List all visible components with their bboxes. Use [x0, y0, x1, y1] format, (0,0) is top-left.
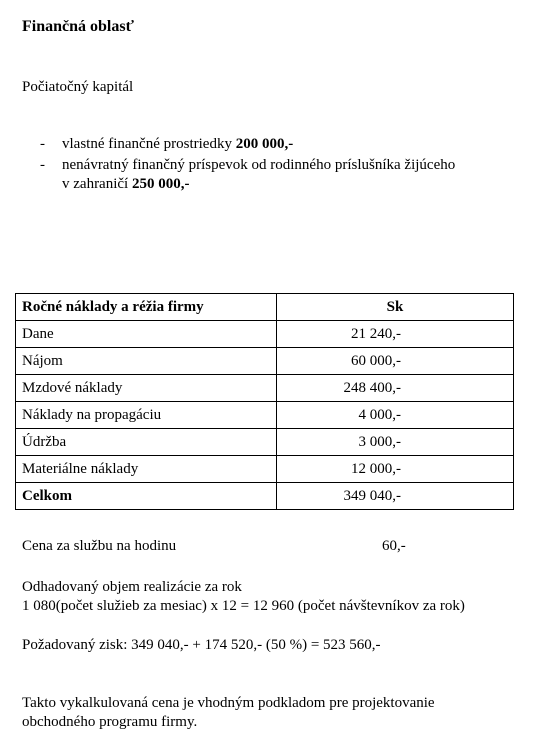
table-cell-value: 4 000,- — [277, 402, 514, 429]
table-header-row — [16, 294, 514, 321]
table-cell-name: Náklady na propagáciu — [16, 402, 277, 429]
table-cell-name: Údržba — [16, 429, 277, 456]
table-cell-name: Dane — [16, 321, 277, 348]
page-title: Finančná oblasť — [22, 18, 134, 35]
table-total-name: Celkom — [16, 483, 277, 510]
bullet-grant-amount: 250 000,- — [131, 176, 190, 192]
capital-heading: Počiatočný kapitál — [22, 79, 134, 95]
profit-calculation: Požadovaný zisk: 349 040,- + 174 520,- (50 %) = 523 560,- — [22, 637, 381, 653]
bullet-grant-line1: nenávratný finančný príspevok od rodinného príslušníka žijúceho — [62, 157, 456, 173]
price-label: Cena za službu na hodinu — [22, 538, 177, 554]
bullet-dash: - — [40, 136, 45, 152]
table-header-value: Sk — [277, 294, 514, 321]
table-cell-name: Nájom — [16, 348, 277, 375]
table-row — [16, 321, 514, 348]
table-total-value: 349 040,- — [277, 483, 514, 510]
bullet-own-funds — [62, 136, 293, 153]
table-cell-value: 248 400,- — [277, 375, 514, 402]
table-row — [16, 348, 514, 375]
table-row — [16, 429, 514, 456]
table-cell-name: Mzdové náklady — [16, 375, 277, 402]
price-value: 60,- — [382, 538, 406, 554]
table-row — [16, 456, 514, 483]
annual-costs-table — [15, 293, 514, 510]
volume-calculation: 1 080(počet služieb za mesiac) x 12 = 12 960 (počet návštevníkov za rok) — [22, 598, 465, 614]
bullet-dash: - — [40, 157, 45, 173]
table-row — [16, 375, 514, 402]
bullet-grant-text: v zahraničí — [62, 176, 132, 192]
conclusion-line-1: Takto vykalkulovaná cena je vhodným podkladom pre projektovanie — [22, 695, 435, 711]
conclusion-line-2: obchodného programu firmy. — [22, 714, 198, 730]
bullet-own-funds-text: vlastné finančné prostriedky — [62, 136, 236, 152]
table-cell-value: 3 000,- — [277, 429, 514, 456]
table-cell-name: Materiálne náklady — [16, 456, 277, 483]
table-header-name: Ročné náklady a réžia firmy — [16, 294, 277, 321]
bullet-own-funds-amount: 200 000,- — [235, 136, 294, 152]
volume-heading: Odhadovaný objem realizácie za rok — [22, 579, 242, 595]
table-total-row — [16, 483, 514, 510]
table-row — [16, 402, 514, 429]
table-cell-value: 12 000,- — [277, 456, 514, 483]
table-cell-value: 60 000,- — [277, 348, 514, 375]
bullet-grant-line2 — [62, 176, 189, 193]
table-cell-value: 21 240,- — [277, 321, 514, 348]
